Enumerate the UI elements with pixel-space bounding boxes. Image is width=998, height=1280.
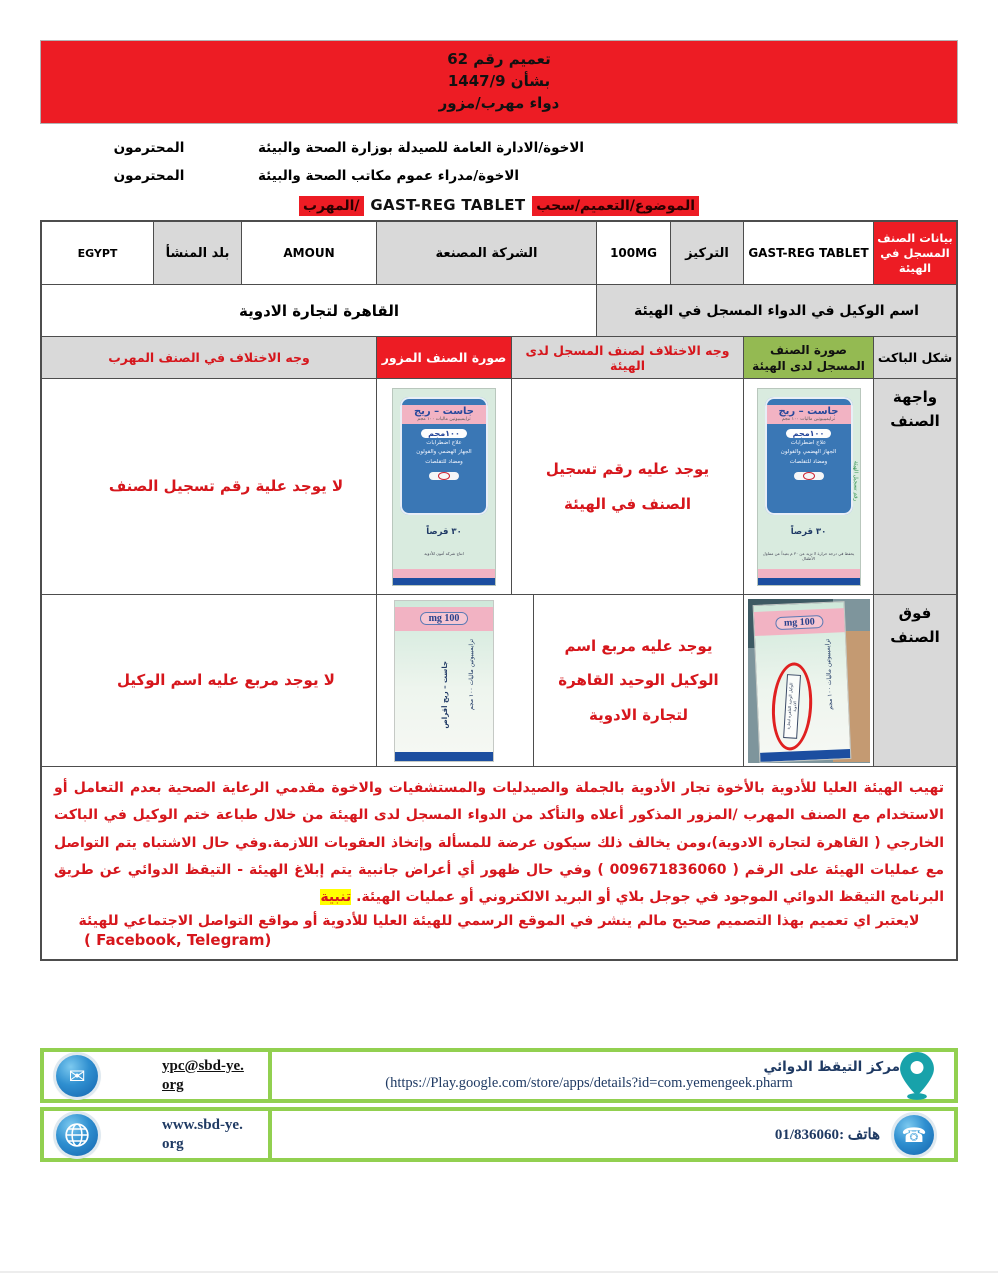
pack-blue-panel [765,397,853,515]
pack-side-text: جاست – ريج أقراص [441,660,449,729]
circular-subject-type: دواء مهرب/مزور [438,94,560,112]
pack-indication-line: ومضاد للتقلصات [789,458,828,465]
manufacturer-label: الشركة المصنعة [376,222,596,284]
agent-label: اسم الوكيل في الدواء المسجل في الهيئة [596,285,956,336]
drug-info-table [40,220,958,961]
pharmacovigilance-center-label: مركز التيقظ الدوائي [763,1059,900,1075]
fake-image-header: صورة الصنف المزور [376,337,511,378]
app-store-link[interactable]: (https://Play.google.com/store/apps/details?id=com.yemengeek.pharm [385,1075,793,1091]
pack-indication-line: الجهاز الهضمي والقولون [416,449,472,455]
addressee-row [40,134,958,162]
registered-front-pack [757,388,861,586]
fake-top-difference-text: لا يوجد مربع عليه اسم الوكيل [117,671,335,690]
pack-brand-subtext: ترايميبيوتين ماليات ١٠٠ مجم [417,416,471,422]
notice-alert-word: تنبية [320,889,352,906]
phone-number: هاتف :01/836060 [774,1127,880,1143]
fake-front-pack [392,388,496,586]
dose-100mg-pill: 100 mg [420,612,469,625]
notice-social-line: ( Facebook, Telegram) [84,931,272,950]
agent-stamp-red-oval [769,661,814,751]
pack-indication-line: علاج اضطرابات [790,439,827,446]
fake-top-pack [394,600,494,762]
comparison-header-row [42,336,956,378]
addressee-honorific: المحترمون [113,140,185,156]
email-cell [44,1052,268,1099]
pack-brand-name: جاست – ريج [778,405,839,417]
pack-navy-strip [758,578,860,585]
dose-100mg-pill: 100 mg [774,614,823,629]
globe-icon [56,1114,98,1156]
email-link[interactable]: ypc@sbd-ye.org [162,1057,244,1093]
pack-dose-band [395,607,493,631]
circular-header-banner [40,40,958,124]
pack-indication-line: ومضاد للتقلصات [425,458,463,465]
page-bottom-edge [0,1271,998,1273]
pack-side-text: ترايميبيوتين ماليات ١٠٠ مجم [823,638,834,710]
pack-pink-strip [393,569,495,578]
website-link[interactable]: www.sbd-ye.org [162,1116,243,1152]
circular-number: تعميم رقم 62 [447,50,551,68]
registered-diff-header: وجه الاختلاف لصنف المسجل لدى الهيئة [511,337,743,378]
fake-front-difference-text: لا يوجد علية رقم تسجيل الصنف [108,477,344,496]
registered-top-pack-image [743,595,873,766]
pack-navy-strip [395,752,493,761]
addressee-block [40,124,958,192]
manufacturer-logo [794,472,824,480]
origin-value: EGYPT [42,222,153,284]
agent-value: القاهرة لتجارة الادوية [42,285,596,336]
info-row [42,222,956,284]
registered-top-difference-text: يوجد عليه مربع اسم الوكيل الوحيد القاهرة لتجارة الادوية [533,595,743,766]
pack-indication-line: علاج اضطرابات [426,439,462,446]
registration-number-scribble: رقم تسجيل الهيئة [852,460,859,501]
pack-brand-band [402,405,486,424]
pharmacovigilance-cell [268,1052,954,1099]
pack-pink-strip [758,569,860,578]
pack-dose-pill: ١٠٠مجم [421,429,467,438]
row-label-front: واجهة الصنف [873,379,956,594]
pack-tablet-count: ٣٠ قرصاً [790,526,827,537]
circular-date: بشأن 1447/9 [447,72,551,90]
concentration-value: 100MG [596,222,670,284]
agent-row [42,284,956,336]
footer-row-phone [40,1107,958,1162]
subject-prefix-highlight: الموضوع/التعميم/سحب [532,196,699,216]
info-header-cell: بيانات الصنف المسجل في الهيئة [873,222,956,284]
pack-storage-text: يحفظ في درجة حرارة لا تزيد عن ٣٠ م بعيداً عن متناول الأطفال [762,550,855,561]
registered-top-pack [752,601,851,763]
addressee-name: الاخوة/الادارة العامة للصيدلة بوزارة الصحة والبيئة [258,140,585,156]
globe-glyph [64,1122,90,1148]
subject-suffix-highlight: /المهرب [299,196,364,216]
pack-brand-subtext: ترايميبيوتين ماليات ١٠٠ مجم [781,416,836,422]
footer-row-pharmacovigilance [40,1048,958,1103]
addressee-row [40,162,958,190]
top-comparison-row [42,594,956,766]
envelope-icon: ✉ [56,1055,98,1097]
telephone-icon: ☎ [894,1115,934,1155]
pack-indication-line: الجهاز الهضمي والقولون [780,449,837,455]
pack-maker-text: انتاج شركة أمون للأدوية [424,550,464,556]
concentration-label: التركيز [670,222,743,284]
notice-row [42,766,956,959]
notice-text: تهيب الهيئة العليا للأدوية بالأخوة تجار الأدوية بالجملة والصيدليات والمستشفيات والاخوة مقدمي الرعاية الصحية بعدم التعامل أو الاستخدام مع الصنف المهرب /المزور المذكور أعلاه والتأكد من الدواء المسجل لدى الهيئة من خلال طباعة ختم الوكيل في الباكت الخارجي ( القاهرة لتجارة الادوية)،ومن يخالف ذلك سيكون عرضة للمسألة وإتخاذ العقوبات اللازمة.وفي حال الاشتباه يتم التواصل مع عمليات الهيئة على الرقم ( 009671836060 ) وفي حال ظهور أي أعراض جانبية يتم إبلاغ الهيئة - التيقظ الدوائي عن طريق البرنامج التيقظ الدوائي الموجود في جوجل بلاي أو البريد الالكتروني أو عمليات الهيئة. [54,780,944,906]
contact-footer [40,1048,958,1166]
registered-top-photo [748,599,870,763]
pack-side-text: ترايميبيوتين ماليات ١٠٠ مجم [468,638,475,710]
notice-validity-line: لايعتبر اي تعميم بهذا التصميم صحيح مالم ينشر في الموقع الرسمي للهيئة العليا للأدوية أو مواقع التواصل الاجتماعي للهيئة [78,913,920,930]
addressee-honorific: المحترمون [113,168,185,184]
pack-tablet-count: ٣٠ قرصاً [426,526,462,537]
registered-image-header: صورة الصنف المسجل لدى الهيئة [743,337,873,378]
pack-navy-strip [760,748,850,761]
pack-brand-band [767,405,851,424]
fake-top-pack-image [376,595,511,766]
pack-navy-strip [393,578,495,585]
addressee-name: الاخوة/مدراء عموم مكاتب الصحة والبيئة [258,168,520,184]
origin-label: بلد المنشأ [153,222,241,284]
registered-front-pack-image [743,379,873,594]
pack-blue-panel [400,397,488,515]
manufacturer-value: AMOUN [241,222,376,284]
subject-line [40,192,958,220]
website-cell [44,1111,268,1158]
packet-shape-header: شكل الباكت [873,337,956,378]
pack-dose-pill: ١٠٠مجم [786,429,832,438]
subject-drug-name: GAST-REG TABLET [370,196,526,214]
fake-front-pack-image [376,379,511,594]
location-pin-icon [900,1052,934,1100]
circular-body [40,40,958,961]
front-comparison-row [42,378,956,594]
warning-notice [42,767,956,959]
agent-name-box: الوكيل الوحيد القاهرة لتجارة الادوية [783,674,801,739]
pharmacovigilance-texts [278,1059,900,1092]
fake-diff-header: وجه الاختلاف في الصنف المهرب [42,337,376,378]
row-label-top: فوق الصنف [873,595,956,766]
notice-body [54,775,944,911]
drug-name-value: GAST-REG TABLET [743,222,873,284]
manufacturer-logo [429,472,459,480]
registered-front-difference-text: يوجد عليه رقم تسجيل الصنف في الهيئة [511,379,743,594]
pack-brand-name: جاست – ريج [413,405,475,417]
phone-cell [268,1111,954,1158]
pack-dose-band [753,608,844,636]
